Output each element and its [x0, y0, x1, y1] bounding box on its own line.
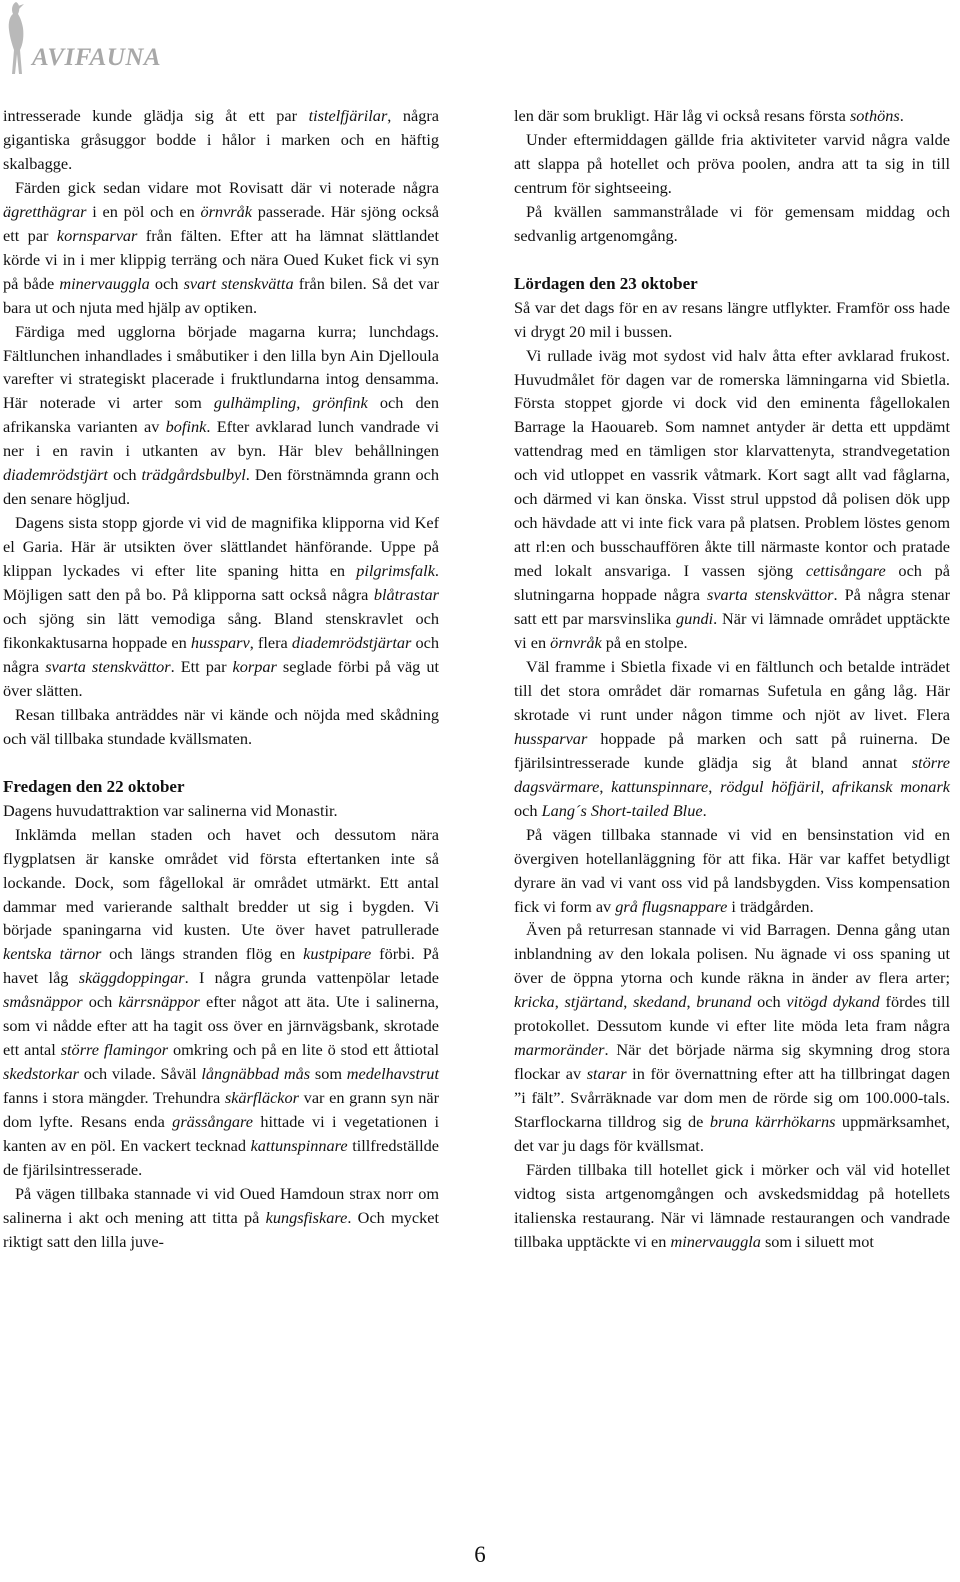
- left-column: [3, 104, 439, 1254]
- paragraph: På kvällen sammanstrålade vi för gemensam middag och sedvanlig artgenomgång.: [514, 201, 950, 245]
- paragraph: Väl framme i Sbietla fixade vi en fältlunch och betalde inträdet till det stora området där romarnas Sufetula en gång låg. Här skrotade vi runt under någon timme och njöt av livet. Flera hussparvar hoppade på marken och satt på ruinerna. De fjärilsintresserade kunde glädja sig åt bland annat större dagsvärmare, kattunspinnare, rödgul höfjäril, afrikansk monark och Lang´s Short-tailed Blue.: [514, 656, 951, 820]
- right-column: [514, 104, 950, 1254]
- paragraph: På vägen tillbaka stannade vi vid en bensinstation vid en övergiven hotellanläggning för att fika. Här var kaffet betydligt dyrare än vad vi vant oss vid på landsbygden. Viss kompensation fick vi form av grå flugsnappare i trädgården.: [514, 824, 950, 916]
- paragraph: Under eftermiddagen gällde fria aktiviteter varvid några valde att slappa på hotellet och pröva poolen, andra att ta sig in till centrum för sightseeing.: [514, 129, 950, 197]
- paragraph: Färdiga med ugglorna började magarna kurra; lunchdags. Fältlunchen inhandlades i småbutiker i den lilla byn Ain Djelloula varefter vi strategiskt placerade i fruktlundarna intog densamma. Här noterade vi arter som gulhämpling, grönfink och den afrikanska varianten av bofink. Efter avklarad lunch vandrade vi ner i en ravin i utkanten av byn. Här blev behållningen diademrödstjärt och trädgårdsbulbyl. Den förstnämnda grann och den senare högljud.: [3, 321, 440, 509]
- paragraph: len där som brukligt. Här låg vi också resans första sothöns.: [514, 106, 904, 125]
- paragraph: Dagens huvudattraktion var salinerna vid Monastir.: [3, 800, 338, 820]
- paragraph: Vi rullade iväg mot sydost vid halv åtta efter avklarad frukost. Huvudmålet för dagen var de romerska lämningarna vid Sbietla. Första stoppet gjorde vi dock vid den eminenta fågellokalen Barrage la Haouareb. Som namnet antyder är detta ett uppdämt vattendrag med en tämligen stor klarvattenyta, strandvegetation och vid utloppet en vassrik våtmark. Kort sagt allt vad fåglarna, och därmed vi kan önska. Visst strul uppstod då polisen dök upp och hävdade att vi inte fick vara på platsen. Problem löstes genom att rl:en och busschauffören åkte till närmaste kontor och pratade med lokalt ansvariga. I vassen sjöng cettisångare och på slutningarna hoppade några svarta stenskvättor. På några stenar satt ett par marsvinslika gundi. När vi lämnade området upptäckte vi en örnvråk på en stolpe.: [514, 345, 951, 653]
- paragraph: Så var det dags för en av resans längre utflykter. Framför oss hade vi drygt 20 mil i bussen.: [514, 297, 950, 341]
- paragraph: Även på returresan stannade vi vid Barragen. Denna gång utan inblandning av den lokala polisen. Nu ägnade vi oss spaning ut över de öppna ytorna och kunde räkna in änder av flera arter; kricka, stjärtand, skedand, brunand och vitögd dykand fördes till protokollet. Dessutom kunde vi efter lite möda leta fram några marmoränder. När det började närma sig skymning drog stora flockar av starar in för övernattning efter att ha tillbringat dagen ”i fält”. Svårräknade var dom men de rörde sig om 100.000-tals. Starflockarna tilldrog sig de bruna kärrhökarns uppmärksamhet, det var ju dags för kvällsmat.: [514, 920, 951, 1156]
- paragraph: Färden tillbaka till hotellet gick i mörker och väl vid hotellet vidtog sista artgenomgången och avskedsmiddag på hotellets italienska restaurang. När vi lämnade restaurangen och vandrade tillbaka upptäckte vi en minervauggla som i siluett mot: [514, 1159, 950, 1251]
- section-heading: Fredagen den 22 oktober: [3, 776, 185, 796]
- paragraph: Inklämda mellan staden och havet och dessutom nära flygplatsen är kanske området vid första eftertanken inte så lockande. Dock, som fågellokal är området utmärkt. Ett antal dammar med varierande salthalt bredder ut sig i bygden. Vi började spaningarna vid kusten. Ute över havet patrullerade kentska tärnor och längs stranden flög en kustpipare förbi. På havet låg skäggdoppingar. I några grunda vattenpölar letade småsnäppor och kärrsnäppor efter något att äta. Ute i salinerna, som vi nådde efter att ha tagit oss över en järnvägsbank, skrotade ett antal större flamingor omkring och på en lite ö stod ett åttiotal skedstorkar och vilade. Såväl långnäbbad mås som medelhavstrut fanns i stora mängder. Trehundra skärfläckor var en grann syn när dom lyfte. Resans enda grässångare hittade vi i vegetationen i kanten av en pöl. En vackert tecknad kattunspinnare tillfredställde de fjärilsintresserade.: [3, 824, 440, 1179]
- paragraph: Resan tillbaka anträddes när vi kände och nöjda med skådning och väl tillbaka stundade kvällsmaten.: [3, 704, 439, 748]
- logo-wordmark: AVIFAUNA: [32, 44, 162, 71]
- page-header: [0, 0, 300, 90]
- spacer: [514, 248, 950, 272]
- paragraph: Färden gick sedan vidare mot Rovisatt där vi noterade några ägretthägrar i en pöl och en örnvråk passerade. Här sjöng också ett par kornsparvar från fälten. Efter att ha lämnat slättlandet körde vi in i mer klippig terräng och nära Oued Kuket fick vi syn på både minervauggla och svart stenskvätta från bilen. Så det var bara ut och njuta med hjälp av optiken.: [3, 177, 440, 317]
- page-number: 6: [474, 1542, 486, 1567]
- paragraph: intresserade kunde glädja sig åt ett par tistelfjärilar, några gigantiska gråsuggor bodde i hålor i marken och en häftig skalbagge.: [3, 106, 440, 173]
- paragraph: Dagens sista stopp gjorde vi vid de magnifika klipporna vid Kef el Garia. Här är utsikten över slättlandet hänförande. Uppe på klippan lyckades vi efter lite spaning hitta en pilgrimsfalk. Möjligen satt den på bo. På klipporna satt också några blåtrastar och sjöng sin lätt vemodiga sång. Bland stenskravlet och fikonkaktusarna hoppade en hussparv, flera diademrödstjärtar och några svarta stenskvättor. Ett par korpar seglade förbi på väg ut över slätten.: [3, 513, 440, 700]
- logo-icon: [2, 0, 32, 80]
- spacer: [3, 751, 439, 775]
- section-heading: Lördagen den 23 oktober: [514, 273, 698, 293]
- paragraph: På vägen tillbaka stannade vi vid Oued Hamdoun strax norr om salinerna i akt och mening att titta på kungsfiskare. Och mycket riktigt satt den lilla juve-: [3, 1183, 439, 1251]
